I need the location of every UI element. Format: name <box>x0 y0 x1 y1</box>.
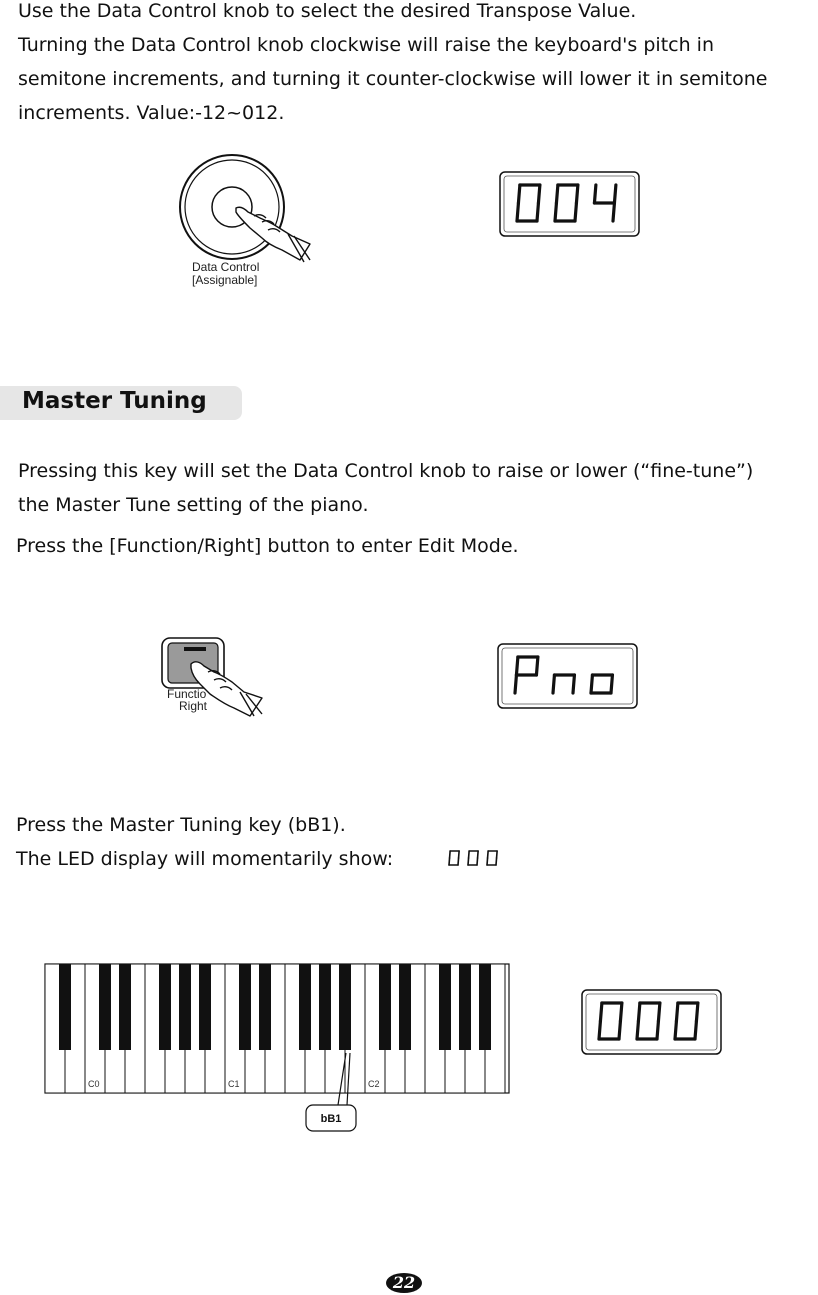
led-display-master-tune <box>581 989 722 1055</box>
black-key <box>379 964 391 1050</box>
led-segment <box>538 185 539 203</box>
led-segment <box>613 203 614 221</box>
led-segment <box>459 851 460 858</box>
led-segment <box>537 203 538 221</box>
led-segment <box>478 851 479 858</box>
knob-label <box>192 261 259 287</box>
led-display-transpose <box>499 171 640 237</box>
text-line: Press the [Function/Right] button to enter Edit Mode. <box>16 535 519 557</box>
knob-label-line2: [Assignable] <box>192 273 258 287</box>
black-key <box>239 964 251 1050</box>
text-line: semitone increments, and turning it counter-clockwise will lower it in semitone <box>18 68 768 90</box>
master-tuning-paragraph <box>18 454 753 522</box>
led-segment <box>497 851 498 858</box>
black-key <box>119 964 131 1050</box>
text-line: The LED display will momentarily show: <box>16 848 394 870</box>
led-segment <box>536 657 537 675</box>
led-segment <box>556 185 557 203</box>
led-segment <box>695 1021 696 1039</box>
black-key <box>339 964 351 1050</box>
led-segment <box>575 203 576 221</box>
text-line: increments. Value:-12~012. <box>18 102 285 124</box>
led-segment <box>620 1003 621 1021</box>
octave-label: C1 <box>228 1079 240 1089</box>
instruction-paragraph <box>16 529 519 563</box>
black-key <box>179 964 191 1050</box>
led-segment <box>449 858 450 865</box>
led-segment <box>518 185 519 203</box>
black-key <box>399 964 411 1050</box>
data-control-knob-illustration <box>170 150 320 265</box>
led-segment <box>555 203 556 221</box>
led-segment <box>676 1003 677 1021</box>
knob-label-line1: Data Control <box>192 260 260 274</box>
button-label-line2: Right <box>179 699 208 713</box>
led-segment <box>696 1003 697 1021</box>
led-segment <box>600 1003 601 1021</box>
inline-led-readout <box>446 848 502 868</box>
led-segment <box>517 203 518 221</box>
led-segment <box>458 858 459 865</box>
led-segment <box>637 1021 638 1039</box>
led-segment <box>591 675 592 693</box>
step-paragraph <box>16 808 393 876</box>
black-key <box>439 964 451 1050</box>
black-key <box>259 964 271 1050</box>
button-label-line1: Functio <box>167 687 207 701</box>
octave-label: C2 <box>368 1079 380 1089</box>
function-button-label <box>167 688 217 712</box>
led-segment <box>599 1021 600 1039</box>
led-segment <box>553 675 554 693</box>
text-line: Pressing this key will set the Data Control knob to raise or lower (“fine-tune”) <box>18 460 754 482</box>
section-title: Master Tuning <box>22 388 207 414</box>
text-line: Use the Data Control knob to select the desired Transpose Value. <box>18 0 637 22</box>
led-segment <box>496 858 497 865</box>
led-segment <box>614 185 615 203</box>
black-key <box>199 964 211 1050</box>
black-key <box>59 964 71 1050</box>
led-segment <box>576 185 577 203</box>
led-segment <box>638 1003 639 1021</box>
led-segment <box>515 675 516 693</box>
transpose-paragraph <box>18 0 767 130</box>
black-key <box>479 964 491 1050</box>
callout-label: bB1 <box>320 1113 342 1125</box>
text-line: Turning the Data Control knob clockwise will raise the keyboard's pitch in <box>18 34 714 56</box>
led-segment <box>619 1021 620 1039</box>
page-number: 22 <box>386 1273 422 1293</box>
led-segment <box>675 1021 676 1039</box>
led-segment <box>488 851 489 858</box>
led-segment <box>594 185 595 203</box>
text-line: the Master Tune setting of the piano. <box>18 494 369 516</box>
led-segment <box>477 858 478 865</box>
led-segment <box>658 1003 659 1021</box>
led-segment <box>469 851 470 858</box>
led-segment <box>487 858 488 865</box>
led-display-edit-mode <box>497 643 638 709</box>
led-segment <box>450 851 451 858</box>
keyboard-illustration <box>44 963 514 1139</box>
led-segment <box>468 858 469 865</box>
led-segment <box>657 1021 658 1039</box>
led-segment <box>516 657 517 675</box>
black-key <box>299 964 311 1050</box>
black-key <box>459 964 471 1050</box>
led-segment <box>611 675 612 693</box>
black-key <box>319 964 331 1050</box>
text-line: Press the Master Tuning key (bB1). <box>16 814 346 836</box>
black-key <box>159 964 171 1050</box>
black-key <box>99 964 111 1050</box>
octave-label: C0 <box>88 1079 100 1089</box>
led-digits <box>449 851 497 865</box>
white-keys <box>45 964 505 1093</box>
led-segment <box>573 675 574 693</box>
